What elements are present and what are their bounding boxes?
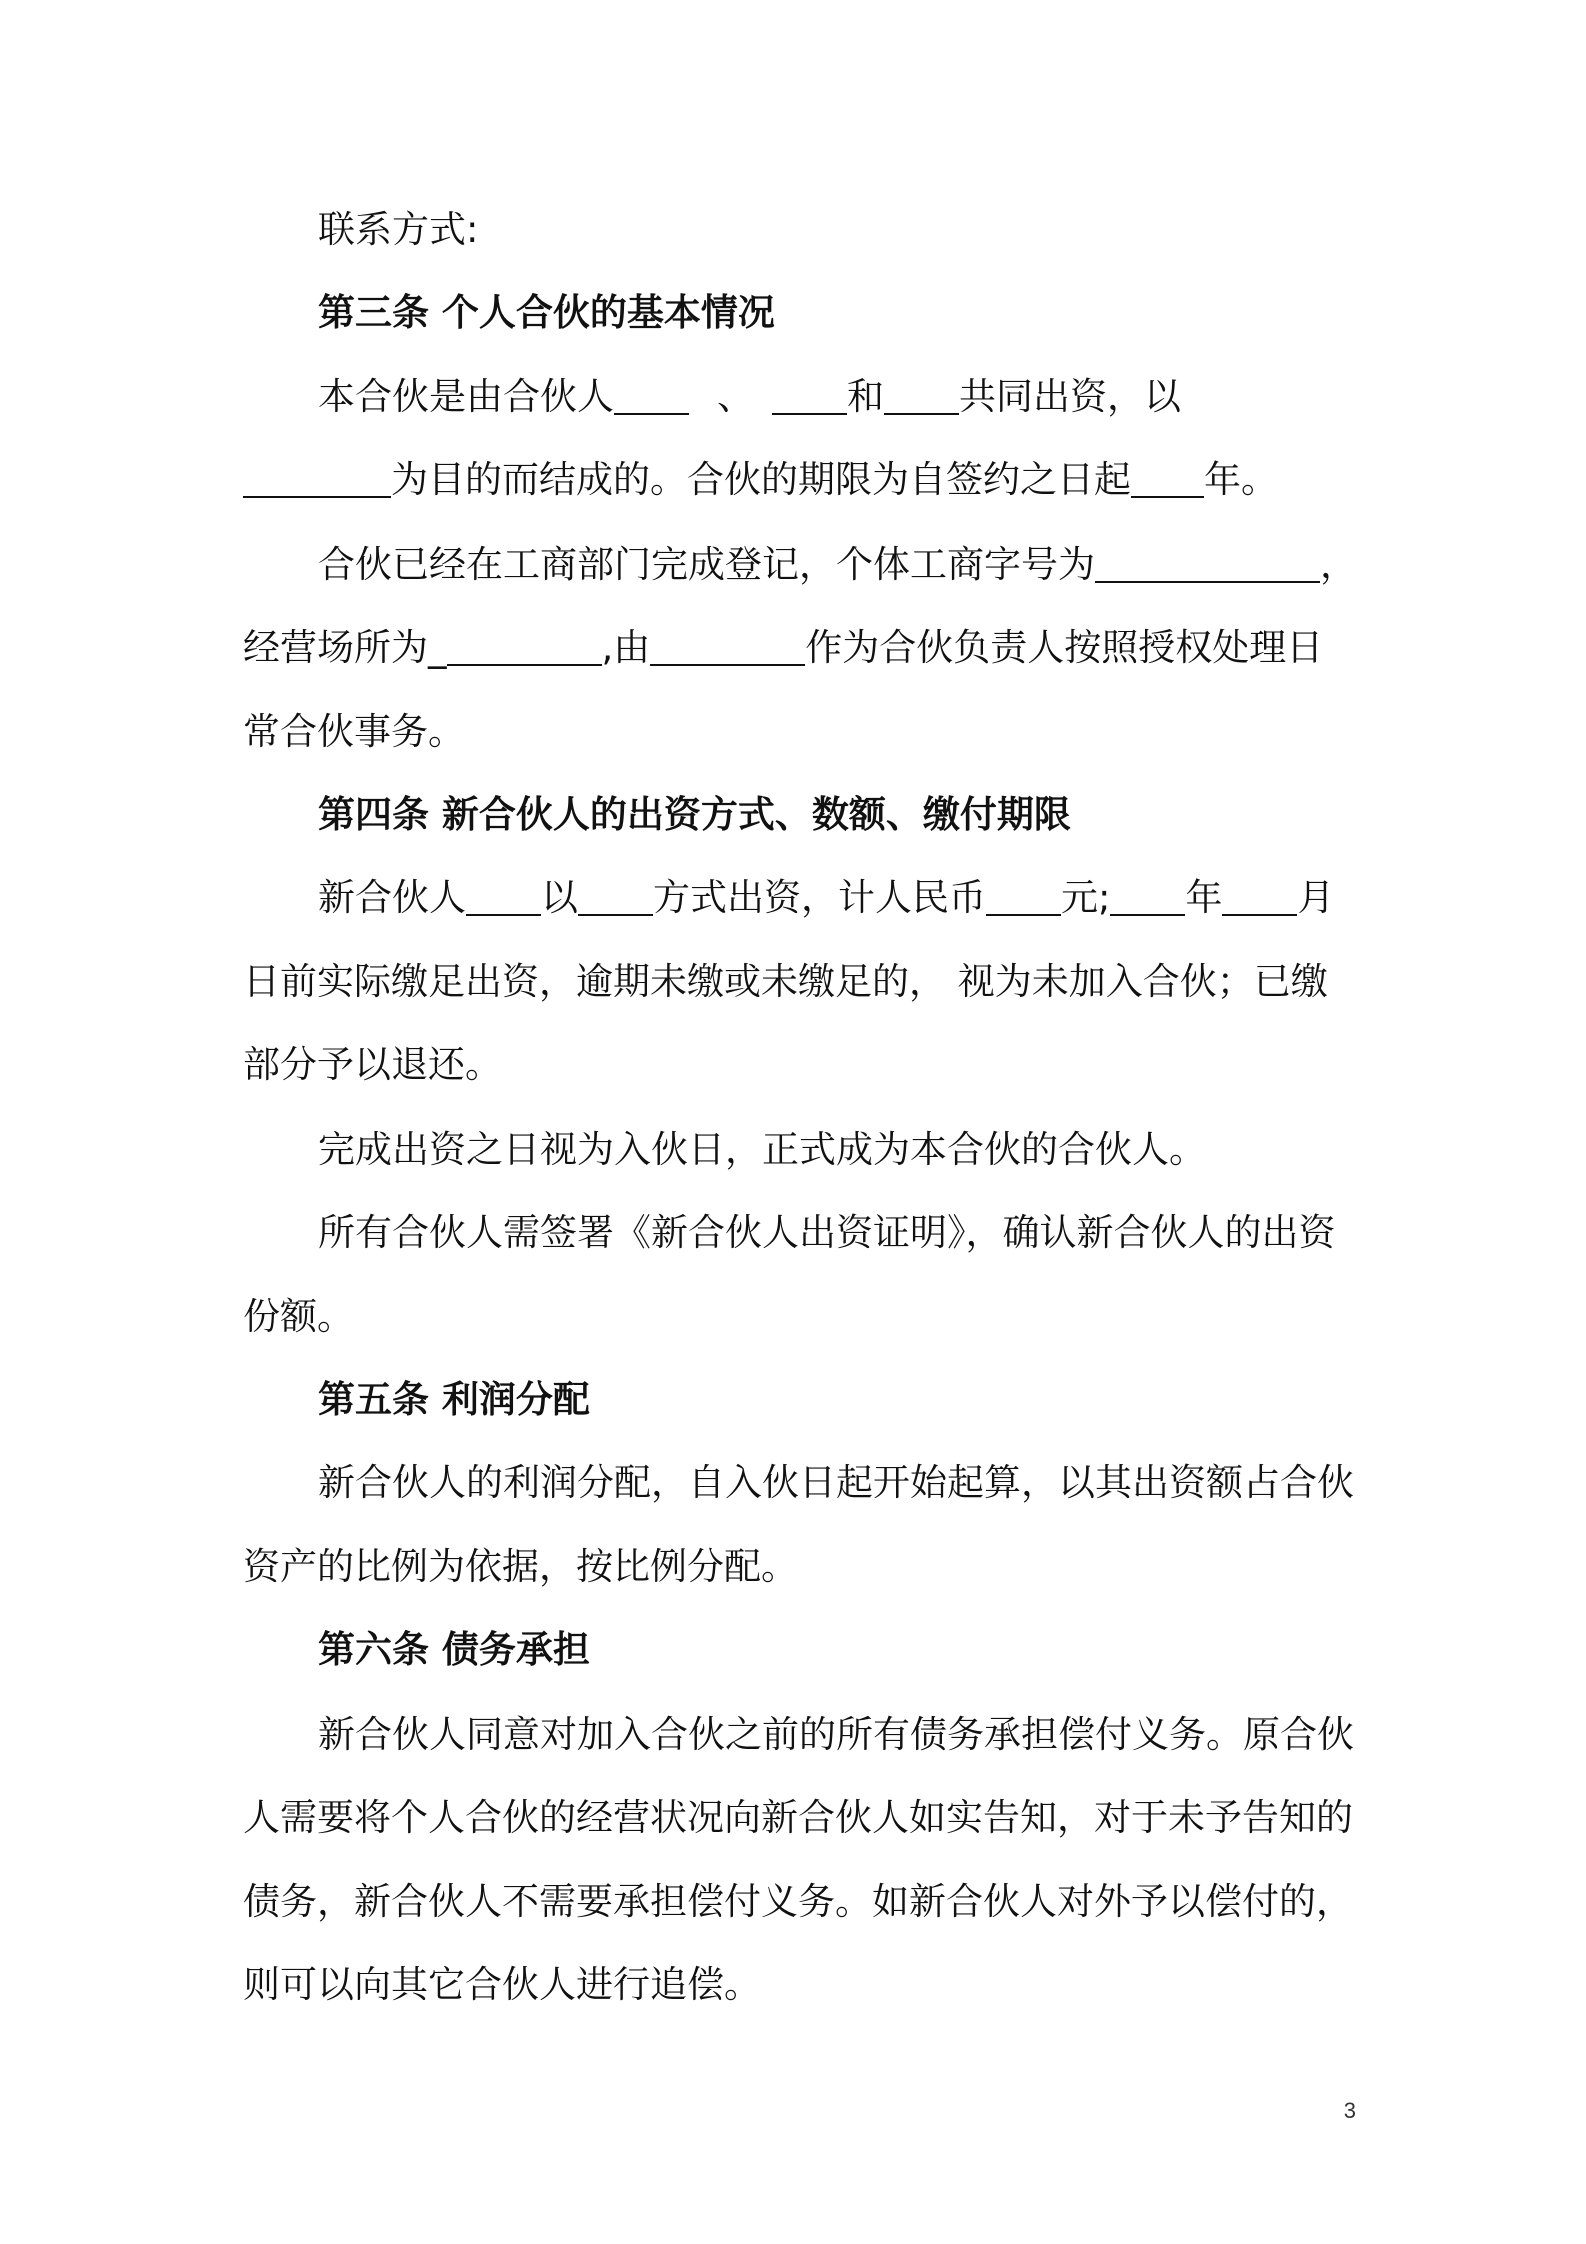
article-4-para-2: 完成出资之日视为入伙日，正式成为本合伙的合伙人。 — [318, 1128, 1206, 1171]
article-4-para-1-line-1 — [318, 873, 1334, 923]
text-segment: 元; — [1061, 876, 1111, 919]
text-segment: 、 — [717, 375, 754, 418]
article-5-title: 第五条 利润分配 — [318, 1378, 590, 1421]
article-4-para-1-line-3: 部分予以退还。 — [243, 1043, 502, 1086]
article-6-para-1-line-3: 债务，新合伙人不需要承担偿付义务。如新合伙人对外予以偿付的， — [243, 1880, 1353, 1923]
text-segment: 新合伙人 — [318, 876, 466, 919]
fill-blank — [1095, 547, 1320, 583]
fill-blank — [578, 880, 653, 916]
article-5-para-1-line-2: 资产的比例为依据，按比例分配。 — [243, 1545, 798, 1588]
article-3-para-2-line-3: 常合伙事务。 — [243, 710, 465, 753]
text-segment: 经营场所为_ — [243, 626, 447, 669]
fill-blank — [447, 630, 602, 666]
text-segment: 共同出资，以 — [959, 375, 1181, 418]
text-segment: 为目的而结成的。合伙的期限为自签约之日起 — [391, 458, 1131, 501]
article-3-para-1-line-2 — [243, 455, 1278, 505]
fill-blank — [1110, 880, 1185, 916]
fill-blank — [1222, 880, 1297, 916]
article-3-para-2-line-1 — [318, 540, 1357, 590]
text-segment: 年 — [1185, 876, 1223, 919]
article-3-para-2-line-2 — [243, 623, 1323, 673]
text-segment: 方式出资，计人民币 — [653, 876, 986, 919]
article-6-para-1-line-1: 新合伙人同意对加入合伙之前的所有债务承担偿付义务。原合伙 — [318, 1713, 1354, 1756]
article-6-title: 第六条 债务承担 — [318, 1628, 590, 1671]
article-4-para-3-line-2: 份额。 — [243, 1295, 354, 1338]
text-segment: 年。 — [1204, 458, 1278, 501]
article-4-para-1-line-2: 日前实际缴足出资，逾期未缴或未缴足的， 视为未加入合伙；已缴 — [243, 960, 1328, 1003]
article-6-para-1-line-4: 则可以向其它合伙人进行追偿。 — [243, 1963, 761, 2006]
text-segment: ， — [1320, 543, 1357, 586]
article-4-title: 第四条 新合伙人的出资方式、数额、缴付期限 — [318, 793, 1071, 836]
text-segment: 月 — [1297, 876, 1335, 919]
fill-blank — [243, 462, 391, 498]
text-segment: 本合伙是由合伙人 — [318, 375, 614, 418]
text-segment: 和 — [847, 375, 884, 418]
article-3-para-1-line-1 — [318, 372, 1181, 422]
article-5-para-1-line-1: 新合伙人的利润分配，自入伙日起开始起算，以其出资额占合伙 — [318, 1461, 1354, 1504]
fill-blank — [650, 630, 805, 666]
text-segment: 合伙已经在工商部门完成登记，个体工商字号为 — [318, 543, 1095, 586]
fill-blank — [614, 379, 689, 415]
fill-blank — [884, 379, 959, 415]
fill-blank — [986, 880, 1061, 916]
fill-blank — [772, 379, 847, 415]
article-3-title: 第三条 个人合伙的基本情况 — [318, 291, 775, 334]
article-4-para-3-line-1: 所有合伙人需签署《新合伙人出资证明》，确认新合伙人的出资 — [318, 1211, 1336, 1254]
text-segment: 作为合伙负责人按照授权处理日 — [805, 626, 1324, 669]
fill-blank — [1131, 462, 1204, 498]
text-segment: ,由 — [601, 626, 651, 669]
contact-label: 联系方式: — [318, 208, 479, 251]
article-6-para-1-line-2: 人需要将个人合伙的经营状况向新合伙人如实告知，对于未予告知的 — [243, 1796, 1353, 1839]
fill-blank — [466, 880, 541, 916]
text-segment: 以 — [541, 876, 578, 919]
page-number: 3 — [1343, 2098, 1356, 2123]
